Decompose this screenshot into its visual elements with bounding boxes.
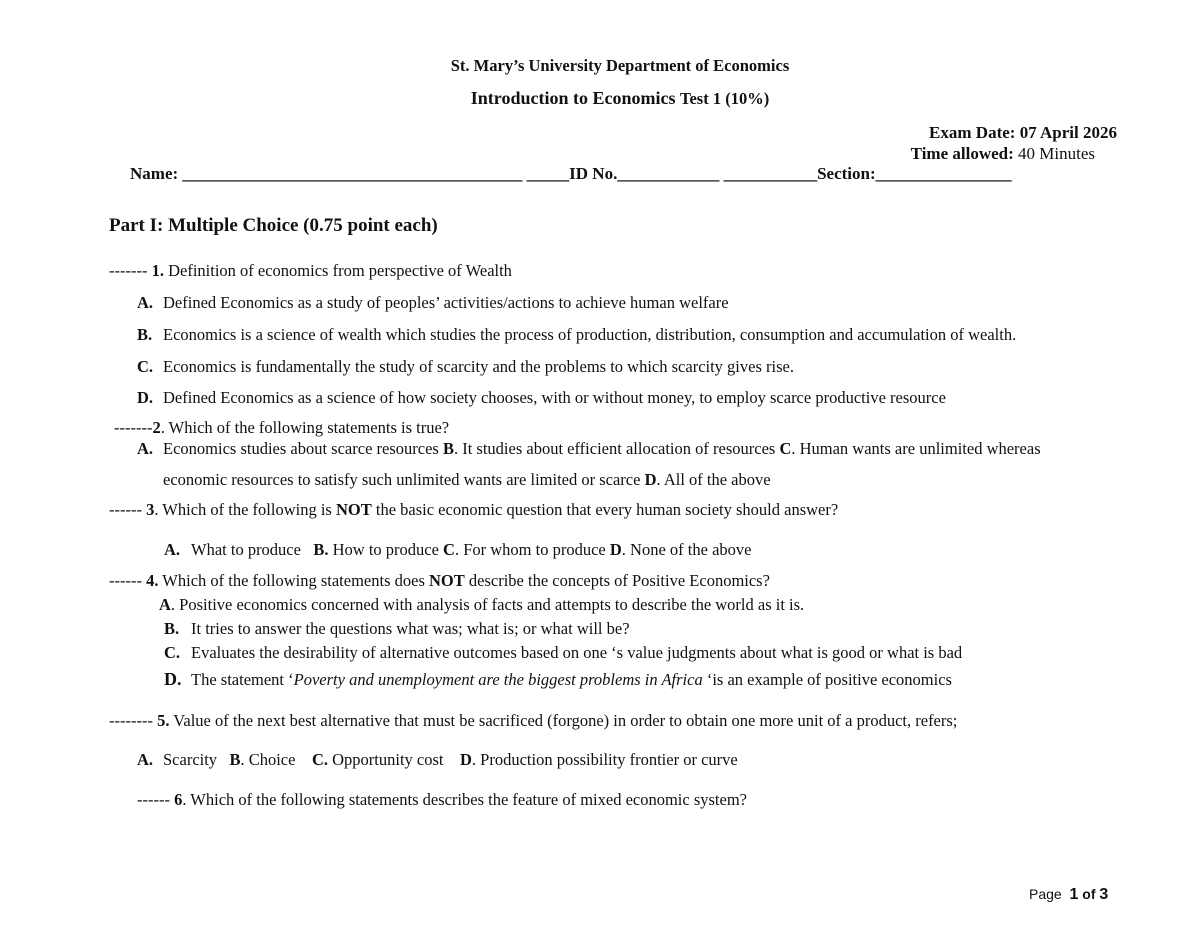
option-letter: A. [137,750,154,769]
question-number: 1. [151,261,164,280]
option-letter: B [442,439,454,458]
exam-date [929,123,1117,143]
option-text: . Choice [240,750,296,769]
of-label: of [1082,886,1096,902]
option-text: How to produce [332,540,439,559]
option-text: . Positive economics concerned with analysis of facts and attempts to describe the world as it is. [170,595,805,614]
option-text: . None of the above [621,540,752,559]
option-letter: B. [313,540,329,559]
question-number: 2 [152,418,161,437]
question-text: . Which of the following statements describes the feature of mixed economic system? [182,790,747,809]
page-indicator [1029,886,1108,904]
option-text: The statement ‘ [191,670,294,689]
option-text: Economics is fundamentally the study of scarcity and the problems to which scarcity gives rise. [163,357,794,376]
option-letter: A. [137,293,154,312]
course-name: Introduction to Economics [470,88,676,108]
question-text: the basic economic question that every human society should answer? [375,500,839,519]
part-title: Part I: Multiple Choice (0.75 point each) [109,215,438,236]
option-text: Economics studies about scarce resources [163,439,439,458]
q3-options [164,540,751,560]
q5-options [137,750,738,770]
q1-option-b [137,325,1016,345]
university-title: St. Mary’s University Department of Economics [450,56,790,75]
question-prefix: ------ [137,790,170,809]
q4-option-d [164,669,952,690]
question-5 [109,711,957,731]
question-prefix: -------- [109,711,153,730]
q2-options-line-2 [163,470,771,490]
option-text: economic resources to satisfy such unlimited wants are limited or scarce [163,470,641,489]
option-text: Defined Economics as a study of peoples’ activities/actions to achieve human welfare [163,293,729,312]
option-letter: D [460,750,472,769]
question-text: . Which of the following statements is true? [160,418,450,437]
q2-options-line-1 [137,439,1041,459]
option-letter: A. [137,439,154,458]
page-total: 3 [1099,886,1109,903]
question-text: describe the concepts of Positive Economics? [468,571,770,590]
option-text: What to produce [191,540,301,559]
option-text: Scarcity [163,750,218,769]
question-2 [114,418,449,438]
q4-option-c [164,643,962,663]
time-allowed [911,144,1095,164]
question-number: 3 [146,500,155,519]
q4-option-b [164,619,630,639]
option-letter: B. [164,619,180,638]
option-letter: C. [311,750,328,769]
option-text: . It studies about efficient allocation of resources [453,439,776,458]
page-number: 1 [1069,886,1079,903]
question-text: . Which of the following is [154,500,332,519]
q4-option-a [159,595,804,615]
option-italic-quote: Poverty and unemployment are the biggest problems in Africa [293,670,703,689]
exam-date-label: Exam Date: [929,123,1016,142]
test-label: Test 1 (10%) [679,89,770,108]
option-letter: D. [164,669,182,689]
page-label: Page [1029,886,1062,902]
question-text: Which of the following statements does [162,571,425,590]
question-number: 4. [146,571,159,590]
q1-option-c [137,357,794,377]
option-text: . Production possibility frontier or curve [471,750,738,769]
option-text: Evaluates the desirability of alternative outcomes based on one ‘s value judgments about what is good or what is bad [191,643,963,662]
option-text: Economics is a science of wealth which studies the process of production, distribution, consumption and accumulation of wealth. [163,325,1017,344]
option-letter: D [644,470,657,489]
exam-date-value: 07 April 2026 [1019,123,1117,142]
option-letter: C. [164,643,181,662]
course-title [0,88,1200,109]
question-prefix: ------ [109,500,142,519]
option-text: ‘is an example of positive economics [706,670,952,689]
option-letter: B. [137,325,153,344]
option-text: Defined Economics as a science of how society chooses, with or without money, to employ scarce productive resource [163,388,946,407]
option-text: . For whom to produce [454,540,606,559]
question-3 [109,500,838,520]
option-letter: A [159,595,171,614]
question-1 [109,261,512,281]
question-number: 5. [157,711,170,730]
option-letter: B [229,750,241,769]
question-4 [109,571,770,591]
question-6 [137,790,747,810]
option-text: Opportunity cost [332,750,444,769]
question-text: Value of the next best alternative that must be sacrificed (forgone) in order to obtain one more unit of a product, refers; [173,711,958,730]
time-allowed-label: Time allowed: [910,144,1014,163]
name-id-section-line: Name: ________________________________________ _____ID No.____________ ___________Section:________________ [130,164,1012,183]
option-text: . All of the above [656,470,771,489]
time-allowed-value: 40 Minutes [1018,144,1095,163]
option-text: It tries to answer the questions what was; what is; or what will be? [191,619,630,638]
option-letter: D [609,540,622,559]
option-text: . Human wants are unlimited whereas [791,439,1041,458]
option-letter: D. [137,388,154,407]
not-emphasis: NOT [429,571,465,590]
option-letter: A. [164,540,181,559]
question-prefix: ------- [109,261,148,280]
question-prefix: ------- [114,418,153,437]
q1-option-d [137,388,946,408]
q1-option-a [137,293,729,313]
option-letter: C [443,540,455,559]
option-letter: C [779,439,792,458]
question-number: 6 [174,790,183,809]
option-letter: C. [137,357,154,376]
not-emphasis: NOT [335,500,372,519]
question-text: Definition of economics from perspective of Wealth [168,261,512,280]
question-prefix: ------ [109,571,142,590]
